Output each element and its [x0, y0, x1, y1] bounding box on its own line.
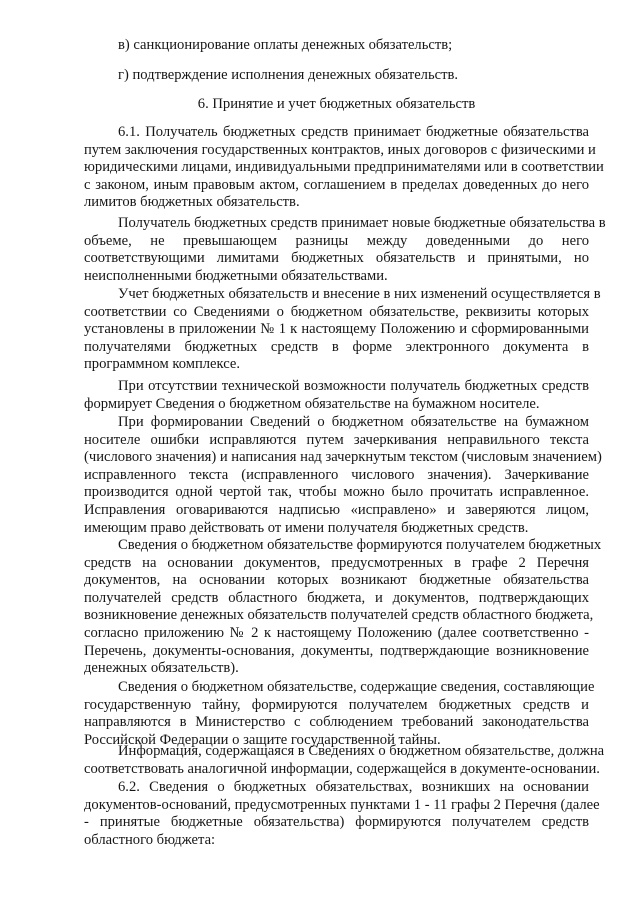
paragraph-line: программном комплексе. — [84, 356, 241, 373]
paragraph-line: лимитов бюджетных обязательств. — [84, 194, 300, 211]
paragraph-line: Учет бюджетных обязательств и внесение в них изменений осуществляется в — [118, 286, 601, 302]
paragraph-line: Информация, содержащаяся в Сведениях о бюджетном обязательстве, должна — [118, 743, 605, 759]
paragraph-line: При формировании Сведений о бюджетном обязательстве на бумажном — [118, 414, 589, 430]
paragraph-line: Сведения о бюджетном обязательстве формируются получателем бюджетных — [118, 537, 602, 553]
paragraph-line: имеющим право действовать от имени получателя бюджетных средств. — [84, 519, 529, 536]
paragraph-line: 6.2. Сведения о бюджетных обязательствах, возникших на основании — [118, 779, 589, 795]
paragraph-line: 6.1. Получатель бюджетных средств принимает бюджетные обязательства — [118, 124, 589, 140]
paragraph-line: Перечень, документы-основания, документы, подтверждающие возникновение — [84, 642, 589, 659]
paragraph-line: исправленного текста (исправленного числового значения). Зачеркивание — [84, 466, 589, 483]
paragraph-line: носителе ошибки исправляются путем зачеркивания неправильного текста — [84, 431, 589, 448]
paragraph-line: Получатель бюджетных средств принимает новые бюджетные обязательства в — [118, 215, 606, 231]
paragraph-line: денежных обязательств). — [84, 660, 239, 677]
paragraph-line: формирует Сведения о бюджетном обязательстве на бумажном носителе. — [84, 395, 540, 412]
paragraph-line: (числового значения) и написания над зачеркнутым текстом (числовым значением) — [84, 449, 602, 466]
list-item: в) санкционирование оплаты денежных обязательств; — [118, 37, 453, 53]
paragraph-line: соответствии со Сведениями о бюджетном обязательстве, реквизиты которых — [84, 303, 589, 320]
paragraph-line: юридическими лицами, индивидуальными предпринимателями или в соответствии — [84, 159, 604, 176]
paragraph-line: средств на основании документов, предусмотренных в графе 2 Перечня — [84, 554, 589, 571]
paragraph-line: получателями бюджетных средств в форме электронного документа в — [84, 338, 589, 355]
paragraph-line: производится одной чертой так, чтобы можно было прочитать исправленное. — [84, 484, 589, 501]
paragraph-line: путем заключения государственных контрактов, иных договоров с физическими и — [84, 141, 596, 158]
paragraph-line: государственную тайну, формируются получателем бюджетных средств и — [84, 696, 589, 713]
paragraph-line: Российской Федерации о защите государственной тайны. — [84, 731, 441, 748]
paragraph-line: установлены в приложении № 1 к настоящему Положению и сформированными — [84, 321, 589, 338]
paragraph-line: Исправления оговариваются надписью «исправлено» и заверяются лицом, — [84, 502, 589, 518]
paragraph-line: возникновение денежных обязательств получателей средств областного бюджета, — [84, 607, 594, 624]
paragraph-line: документов-оснований, предусмотренных пунктами 1 - 11 графы 2 Перечня (далее — [84, 796, 600, 813]
paragraph-line: областного бюджета: — [84, 831, 216, 848]
paragraph-line: неисполненными бюджетными обязательствами. — [84, 267, 388, 284]
paragraph-line: Сведения о бюджетном обязательстве, содержащие сведения, составляющие — [118, 679, 595, 695]
paragraph-line: соответствующими лимитами бюджетных обязательств и принятыми, но — [84, 250, 589, 267]
paragraph-line: документов, на основании которых возникают бюджетные обязательства — [84, 572, 589, 589]
paragraph-line: соответствовать аналогичной информации, содержащейся в документе-основании. — [84, 760, 600, 777]
paragraph-line: - принятые бюджетные обязательства) формируются получателем средств — [84, 814, 589, 831]
paragraph-line: согласно приложению № 2 к настоящему Положению (далее соответственно - — [84, 625, 589, 641]
paragraph-line: получателей средств областного бюджета, и документов, подтверждающих — [84, 589, 589, 606]
paragraph-line: направляются в Министерство с соблюдением требований законодательства — [84, 714, 589, 731]
section-heading: 6. Принятие и учет бюджетных обязательств — [197, 96, 476, 112]
paragraph-line: объеме, не превышающем разницы между доведенными до него — [84, 232, 589, 249]
paragraph-line: При отсутствии технической возможности получатель бюджетных средств — [118, 378, 589, 394]
paragraph-line: с законом, иным правовым актом, соглашением в пределах доведенных до него — [84, 176, 589, 193]
list-item: г) подтверждение исполнения денежных обязательств. — [118, 67, 459, 83]
